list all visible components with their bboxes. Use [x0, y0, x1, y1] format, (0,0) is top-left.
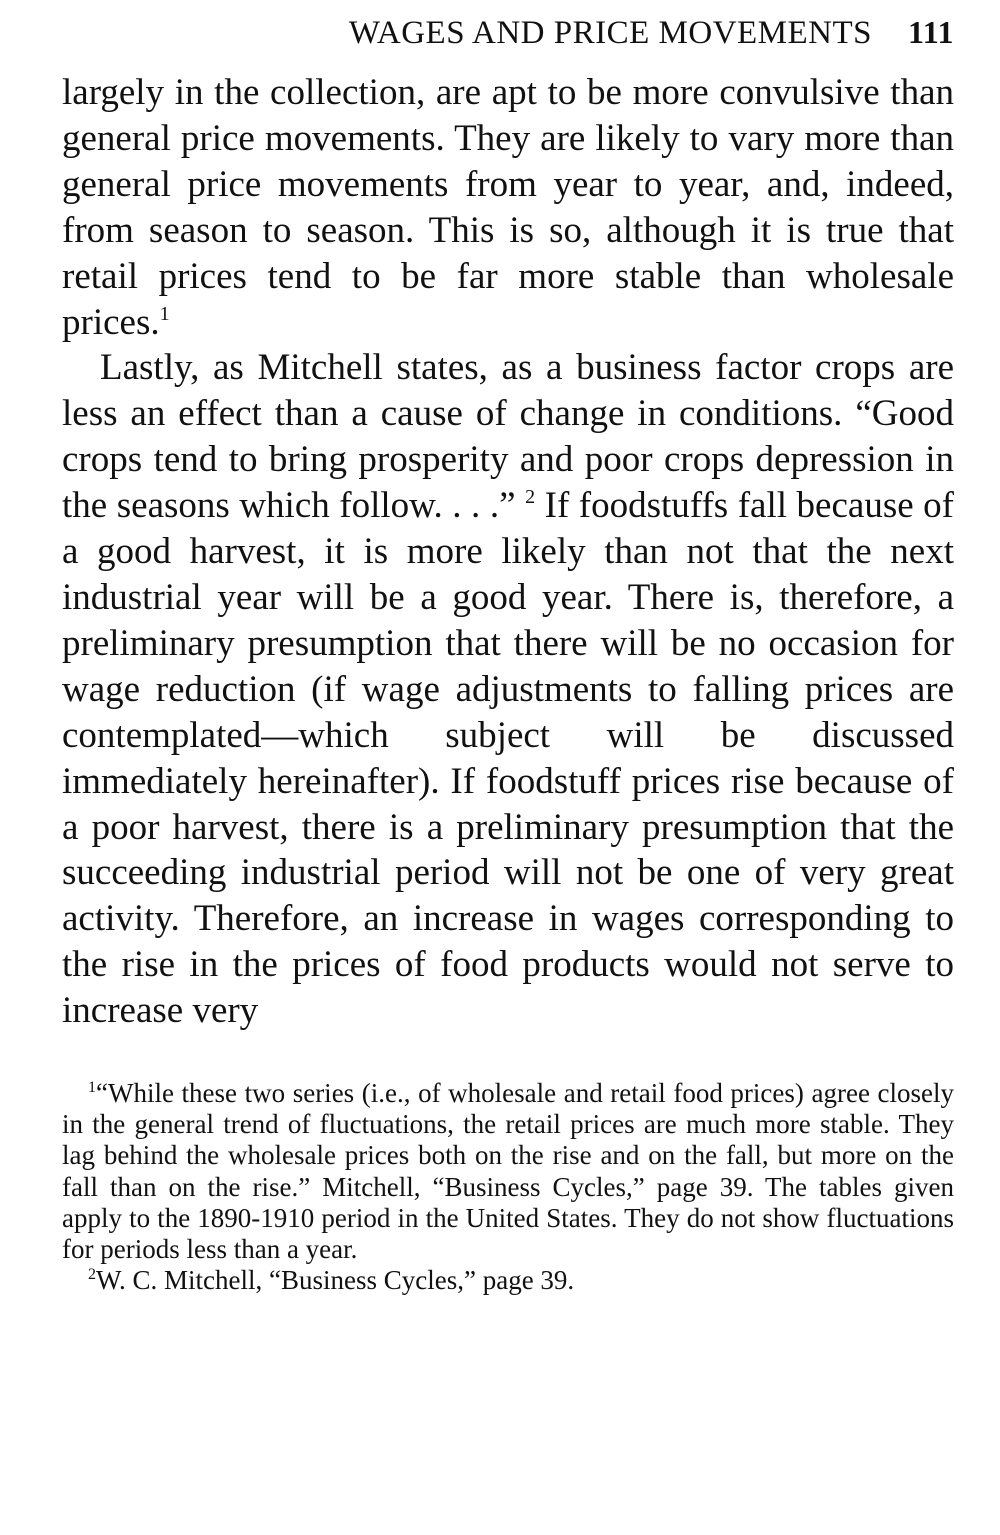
- paragraph: [62, 345, 954, 1034]
- paragraph-text: largely in the collection, are apt to be more convulsive than general price movements. They are likely to vary more than general price movements from year to year, and, indeed, from season to season. This is so, although it is true that retail prices tend to be far more stable than wholesale prices.: [62, 72, 954, 343]
- footnote: [62, 1265, 954, 1296]
- footnote-reference: 1: [159, 302, 170, 325]
- book-page: [62, 14, 954, 1296]
- paragraph: [62, 70, 954, 345]
- running-head: [62, 14, 954, 70]
- footnote: [62, 1078, 954, 1265]
- footnote-text: “While these two series (i.e., of wholesale and retail food prices) agree closely in the general trend of fluctuations, the retail prices are much more stable. They lag behind the wholesale prices both on the rise and on the fall, but more on the fall than on the rise.” Mitchell, “Business Cycles,” page 39. The tables given apply to the 1890-1910 period in the United States. They do not show fluctuations for periods less than a year.: [62, 1078, 954, 1265]
- footnotes: [62, 1078, 954, 1296]
- page-number: 111: [908, 14, 954, 50]
- footnote-reference: 2: [525, 486, 536, 509]
- footnote-mark: 2: [88, 1266, 96, 1284]
- paragraph-text: If foodstuffs fall because of a good harvest, it is more likely than not that the next industrial year will be a good year. There is, therefore, a preliminary presumption that there will be no occasion for wage reduction (if wage adjustments to falling prices are contemplated—which subject will be discussed immediately hereinafter). If foodstuff prices rise because of a poor harvest, there is a preliminary presumption that the succeeding industrial period will not be one of very great activity. Therefore, an increase in wages corresponding to the rise in the prices of food products would not serve to increase very: [62, 485, 955, 1032]
- body-text: [62, 70, 954, 1034]
- running-title: WAGES AND PRICE MOVEMENTS: [348, 15, 873, 51]
- paragraph-text: Lastly, as Mitchell states, as a business factor crops are less an effect than a cause of change in conditions. “Good crops tend to bring prosperity and poor crops depression in the seasons which follow. . . .”: [62, 347, 954, 527]
- footnote-mark: 1: [88, 1079, 96, 1097]
- footnote-text: W. C. Mitchell, “Business Cycles,” page 39.: [96, 1265, 575, 1296]
